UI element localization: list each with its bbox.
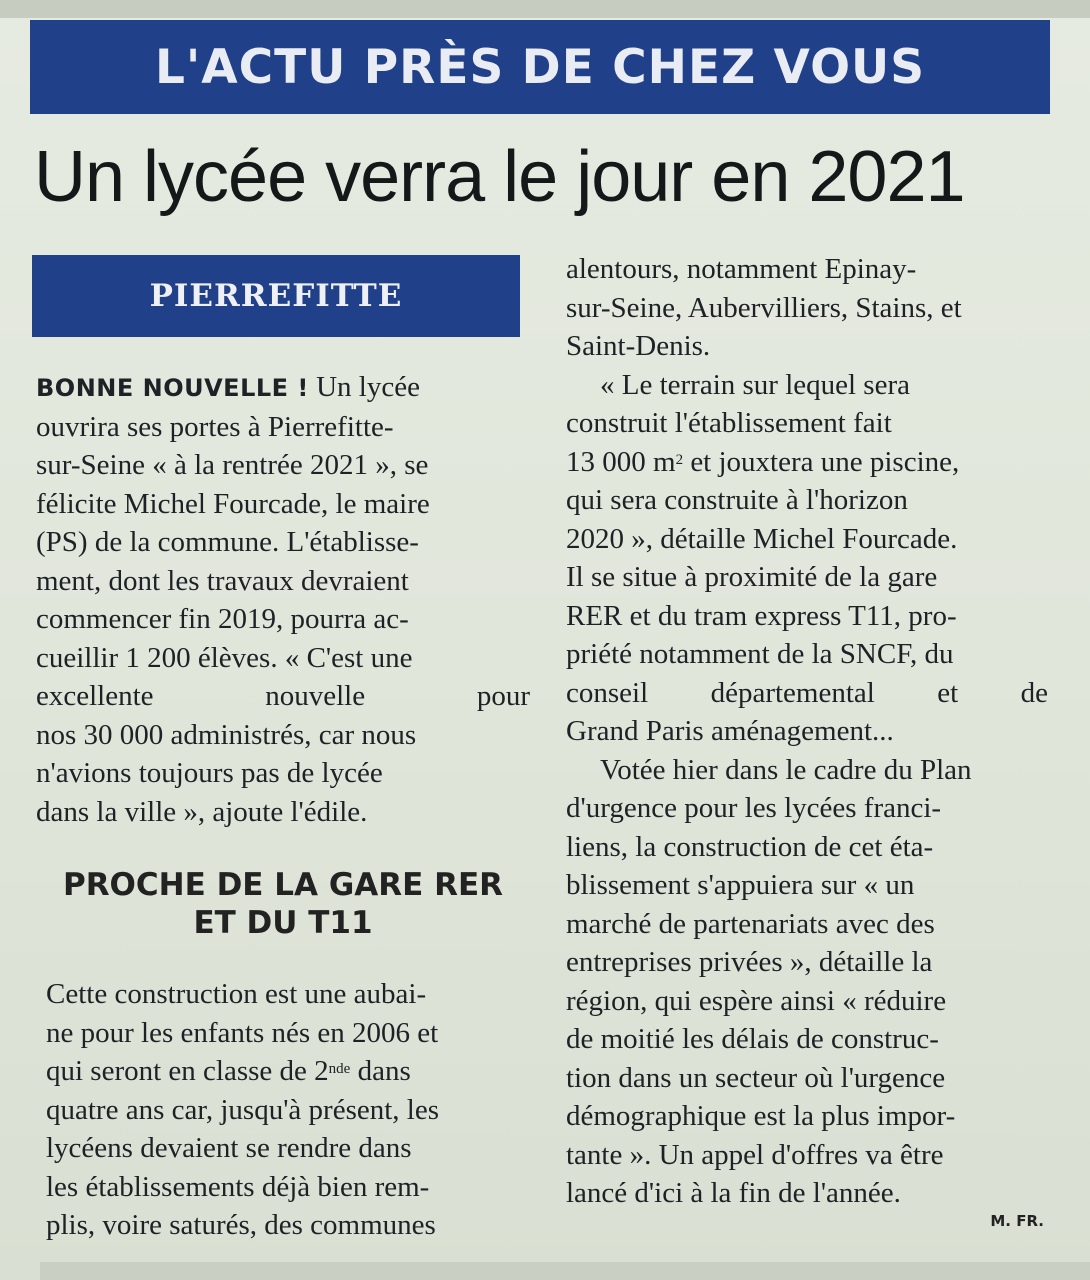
body-line: de moitié les délais de construc-	[566, 1023, 939, 1055]
body-line: ne pour les enfants nés en 2006 et	[46, 1016, 439, 1049]
body-line	[46, 1052, 528, 1091]
page-bottom-edge	[40, 1262, 1090, 1280]
body-line: Saint-Denis.	[566, 330, 711, 362]
article-headline: Un lycée verra le jour en 2021	[34, 137, 965, 217]
body-line: lancé d'ici à la fin de l'année.	[566, 1177, 901, 1209]
author-signature: M. FR.	[990, 1212, 1044, 1230]
intro-line: n'avions toujours pas de lycée	[36, 757, 383, 789]
intro-line	[36, 368, 530, 408]
body-line: plis, voire saturés, des communes	[46, 1209, 436, 1241]
body-line: lycéens devaient se rendre dans	[46, 1132, 412, 1164]
body-line: Grand Paris aménagement...	[566, 715, 894, 747]
body-line: entreprises privées », détaille la	[566, 946, 933, 978]
intro-line: (PS) de la commune. L'établisse-	[36, 526, 419, 558]
article-subhead	[36, 866, 530, 942]
body-line: quatre ans car, jusqu'à présent, les	[46, 1093, 440, 1126]
body-line	[566, 443, 1048, 482]
body-line: construit l'établissement fait	[566, 407, 892, 439]
superscript: 2	[675, 451, 684, 468]
body-paragraph	[46, 975, 528, 1245]
body-line: région, qui espère ainsi « réduire	[566, 984, 947, 1017]
body-text: qui seront en classe de 2	[46, 1055, 329, 1087]
body-line: Cette construction est une aubai-	[46, 978, 427, 1010]
quote-first-line: « Le terrain sur lequel sera	[600, 368, 910, 401]
body-line: Il se situe à proximité de la gare	[566, 561, 938, 593]
body-text: et jouxtera une piscine,	[683, 445, 960, 478]
intro-line: ouvrira ses portes à Pierrefitte-	[36, 410, 394, 443]
section-banner-text: L'ACTU PRÈS DE CHEZ VOUS	[154, 39, 926, 95]
superscript: nde	[328, 1061, 351, 1077]
body-line: blissement s'appuiera sur « un	[566, 869, 915, 901]
body-line: conseil départemental et de	[566, 676, 1048, 709]
page-top-edge	[0, 0, 1090, 18]
body-text: dans	[350, 1055, 411, 1087]
body-line: alentours, notamment Epinay-	[566, 253, 917, 285]
body-line: liens, la construction de cet éta-	[566, 830, 934, 863]
body-line: d'urgence pour les lycées franci-	[566, 792, 942, 824]
intro-line: ment, dont les travaux devraient	[36, 564, 409, 597]
intro-line: félicite Michel Fourcade, le maire	[36, 487, 430, 520]
body-line: 2020 », détaille Michel Fourcade.	[566, 522, 958, 555]
location-tag-text: PIERREFITTE	[149, 278, 403, 314]
section-banner	[30, 20, 1050, 114]
body-line: qui sera construite à l'horizon	[566, 484, 908, 516]
location-tag	[32, 255, 520, 337]
body-line: les établissements déjà bien rem-	[46, 1170, 430, 1203]
body-text: 13 000 m	[566, 445, 676, 478]
subhead-line: PROCHE DE LA GARE RER	[62, 867, 504, 903]
body-line: sur-Seine, Aubervilliers, Stains, et	[566, 291, 962, 324]
body-line: démographique est la plus impor-	[566, 1100, 956, 1132]
intro-paragraph	[36, 368, 530, 831]
subhead-line: ET DU T11	[193, 905, 373, 941]
right-column	[566, 250, 1048, 1213]
body-line: marché de partenariats avec des	[566, 907, 935, 940]
intro-line-text: Un lycée	[308, 371, 420, 403]
body-line: RER et du tram express T11, pro-	[566, 599, 957, 632]
body-line: tante ». Un appel d'offres va être	[566, 1138, 944, 1171]
intro-line: sur-Seine « à la rentrée 2021 », se	[36, 449, 429, 481]
intro-line: nos 30 000 administrés, car nous	[36, 718, 417, 751]
body-line: priété notamment de la SNCF, du	[566, 638, 954, 670]
vote-first-line: Votée hier dans le cadre du Plan	[600, 753, 972, 786]
intro-line: excellente nouvelle pour	[36, 680, 530, 712]
intro-line: commencer fin 2019, pourra ac-	[36, 603, 409, 635]
lead-in: BONNE NOUVELLE !	[36, 374, 309, 402]
body-line: tion dans un secteur où l'urgence	[566, 1061, 946, 1094]
intro-line: dans la ville », ajoute l'édile.	[36, 795, 368, 828]
intro-line: cueillir 1 200 élèves. « C'est une	[36, 641, 413, 674]
